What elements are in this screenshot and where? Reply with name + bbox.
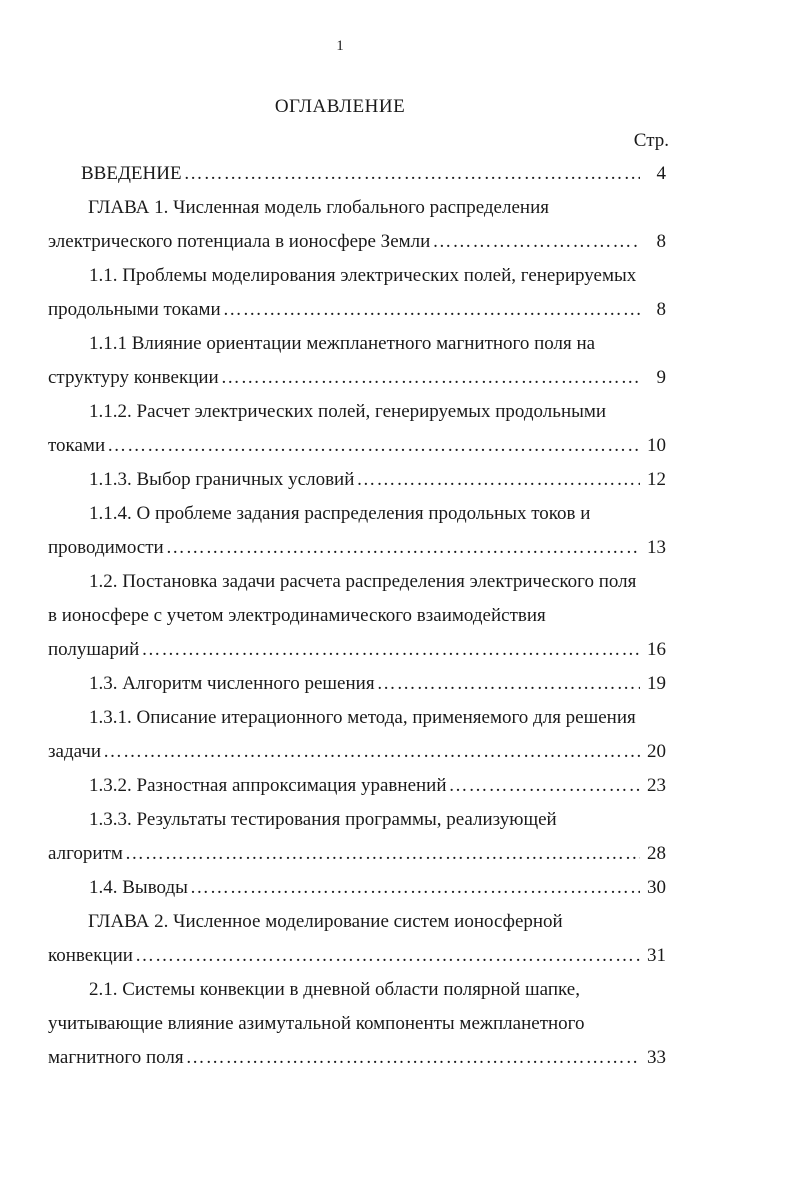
toc-entry-line: 1.1.2. Расчет электрических полей, генерируемых продольными — [89, 401, 607, 422]
page-number: 1 — [336, 38, 344, 54]
toc-entry-page: 33 — [647, 1047, 666, 1068]
toc-entry-last-line — [48, 735, 666, 769]
toc-entry-title: ВВЕДЕНИЕ — [81, 163, 182, 184]
toc-entry-title: продольными токами — [48, 299, 221, 320]
dot-leader — [101, 735, 640, 769]
dot-leader — [139, 633, 640, 667]
toc-entry-page: 16 — [647, 639, 666, 660]
table-of-contents — [48, 157, 666, 1075]
toc-entry-page: 13 — [647, 537, 666, 558]
toc-entry-page: 28 — [647, 843, 666, 864]
dot-leader — [221, 293, 640, 327]
toc-entry-page: 31 — [647, 945, 666, 966]
toc-entry-title: 1.3.2. Разностная аппроксимация уравнений — [89, 775, 447, 796]
toc-entry — [48, 667, 666, 701]
toc-entry-last-line — [48, 361, 666, 395]
toc-entry-last-line — [48, 1041, 666, 1075]
toc-entry-line: 1.1.4. О проблеме задания распределения продольных токов и — [89, 503, 591, 524]
toc-entry-page: 20 — [647, 741, 666, 762]
toc-entry-last-line — [48, 871, 666, 905]
toc-entry-title: 1.3. Алгоритм численного решения — [89, 673, 375, 694]
dot-leader — [184, 1041, 640, 1075]
toc-entry-last-line — [48, 531, 666, 565]
toc-entry-title: конвекции — [48, 945, 133, 966]
toc-entry-title: алгоритм — [48, 843, 123, 864]
toc-entry-line: 1.2. Постановка задачи расчета распределения электрического поля — [89, 571, 637, 592]
toc-entry-title: 1.4. Выводы — [89, 877, 188, 898]
page-column-label: Стр. — [633, 130, 669, 151]
toc-entry-page: 8 — [656, 299, 666, 320]
toc-entry-line: 1.3.3. Результаты тестирования программы, реализующей — [89, 809, 557, 830]
toc-entry — [48, 259, 666, 327]
toc-entry-line: учитывающие влияние азимутальной компоненты межпланетного — [48, 1013, 585, 1034]
toc-entry — [48, 701, 666, 769]
dot-leader — [354, 463, 640, 497]
toc-entry-title: 1.1.3. Выбор граничных условий — [89, 469, 355, 490]
toc-entry-last-line — [48, 939, 666, 973]
toc-entry — [48, 191, 666, 259]
toc-entry — [48, 463, 666, 497]
toc-entry — [48, 395, 666, 463]
toc-entry-title: электрического потенциала в ионосфере Земли — [48, 231, 431, 252]
toc-entry — [48, 497, 666, 565]
toc-entry-page: 10 — [647, 435, 666, 456]
toc-entry-last-line — [48, 293, 666, 327]
toc-entry — [48, 157, 666, 191]
toc-entry — [48, 565, 666, 667]
dot-leader — [164, 531, 640, 565]
toc-entry-line: ГЛАВА 2. Численное моделирование систем ионосферной — [88, 911, 563, 932]
toc-entry-last-line — [48, 769, 666, 803]
toc-entry-last-line — [48, 667, 666, 701]
toc-entry — [48, 905, 666, 973]
toc-entry-title: задачи — [48, 741, 102, 762]
toc-entry-line: 1.1. Проблемы моделирования электрических полей, генерируемых — [89, 265, 637, 286]
toc-entry-page: 8 — [656, 231, 666, 252]
toc-entry — [48, 803, 666, 871]
toc-entry — [48, 769, 666, 803]
toc-entry-last-line — [48, 157, 666, 191]
toc-entry-last-line — [48, 633, 666, 667]
dot-leader — [123, 837, 640, 871]
toc-entry-line: ГЛАВА 1. Численная модель глобального распределения — [88, 197, 549, 218]
toc-entry — [48, 973, 666, 1075]
toc-entry-page: 9 — [656, 367, 666, 388]
toc-entry-line: 1.3.1. Описание итерационного метода, применяемого для решения — [89, 707, 636, 728]
toc-entry-last-line — [48, 225, 666, 259]
toc-entry-title: проводимости — [48, 537, 164, 558]
toc-entry-last-line — [48, 837, 666, 871]
dot-leader — [182, 157, 640, 191]
toc-entry-page: 23 — [647, 775, 666, 796]
dot-leader — [447, 769, 640, 803]
toc-entry-title: структуру конвекции — [48, 367, 219, 388]
toc-entry-title: полушарий — [48, 639, 140, 660]
toc-entry-last-line — [48, 429, 666, 463]
dot-leader — [133, 939, 640, 973]
toc-entry-page: 19 — [647, 673, 666, 694]
toc-entry-last-line — [48, 463, 666, 497]
toc-entry-page: 12 — [647, 469, 666, 490]
toc-entry-line: в ионосфере с учетом электродинамического взаимодействия — [48, 605, 546, 626]
dot-leader — [105, 429, 640, 463]
dot-leader — [375, 667, 640, 701]
toc-entry-line: 1.1.1 Влияние ориентации межпланетного магнитного поля на — [89, 333, 596, 354]
toc-entry-title: токами — [48, 435, 106, 456]
dot-leader — [188, 871, 640, 905]
dot-leader — [219, 361, 640, 395]
toc-entry — [48, 871, 666, 905]
toc-entry-page: 30 — [647, 877, 666, 898]
page-title: ОГЛАВЛЕНИЕ — [274, 96, 406, 117]
toc-entry-line: 2.1. Системы конвекции в дневной области полярной шапке, — [89, 979, 580, 1000]
toc-entry-page: 4 — [656, 163, 666, 184]
dot-leader — [430, 225, 640, 259]
toc-entry — [48, 327, 666, 395]
toc-entry-title: магнитного поля — [48, 1047, 184, 1068]
